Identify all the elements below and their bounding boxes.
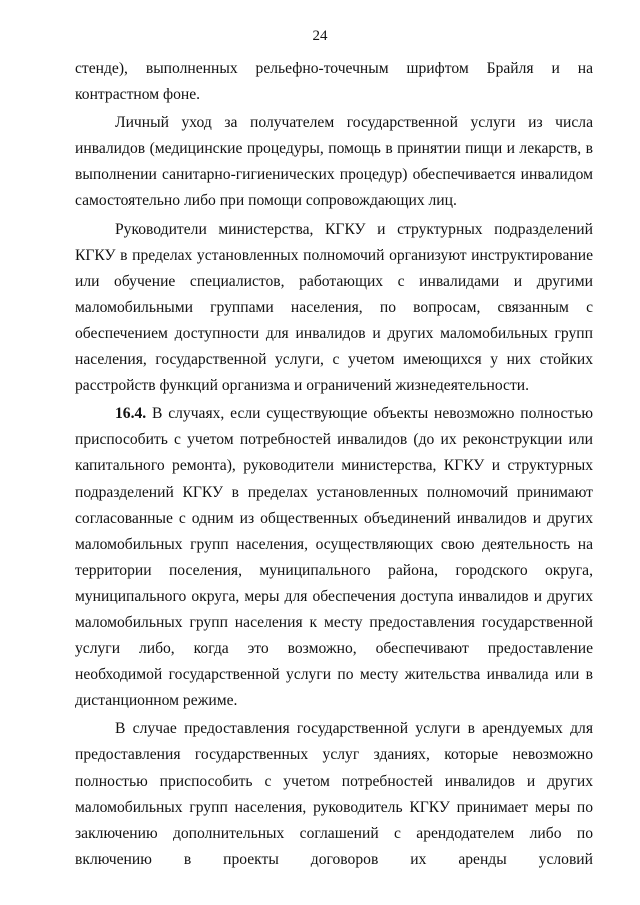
paragraph-5: В случае предоставления государственной услуги в арендуемых для предоставления государственных услуг зданиях, которые невозможно полностью приспособить с учетом потребностей инвалидов и других маломобильных групп населения, руководитель КГКУ принимает меры по заключению дополнительных соглашений с арендодателем либо по включению в проекты договоров их аренды условий	[75, 720, 593, 868]
paragraph-3: Руководители министерства, КГКУ и структурных подразделений КГКУ в пределах установленных полномочий организуют инструктирование или обучение специалистов, работающих с инвалидами и другими маломобильными группами населения, по вопросам, связанным с обеспечением доступности для инвалидов и других маломобильных групп населения, государственной услуги, с учетом имеющихся у них стойких расстройств функций организма и ограничений жизнедеятельности.	[75, 220, 593, 395]
section-number: 16.4.	[115, 405, 147, 423]
paragraph-4-text: В случаях, если существующие объекты невозможно полностью приспособить с учетом потребностей инвалидов (до их реконструкции или капитального ремонта), руководители министерства, КГКУ и структурных подразделений КГКУ в пределах установленных полномочий принимают согласованные с одним из общественных объединений инвалидов и других маломобильных групп населения, осуществляющих свою деятельность на территории поселения, муниципального района, городского округа, муниципального округа, меры для обеспечения доступа инвалидов и других маломобильных групп населения к месту предоставления государственной услуги либо, когда это возможно, обеспечивают предоставление необходимой государственной услуги по месту жительства инвалида или в дистанционном режиме.	[75, 405, 593, 710]
paragraph-4	[75, 401, 593, 714]
page-number: 24	[312, 28, 328, 44]
paragraph-2: Личный уход за получателем государственной услуги из числа инвалидов (медицинские процедуры, помощь в принятии пищи и лекарств, в выполнении санитарно-гигиенических процедур) обеспечивается инвалидом самостоятельно либо при помощи сопровождающих лиц.	[75, 114, 593, 210]
document-body	[75, 56, 593, 873]
paragraph-1: стенде), выполненных рельефно-точечным шрифтом Брайля и на контрастном фоне.	[75, 60, 593, 104]
